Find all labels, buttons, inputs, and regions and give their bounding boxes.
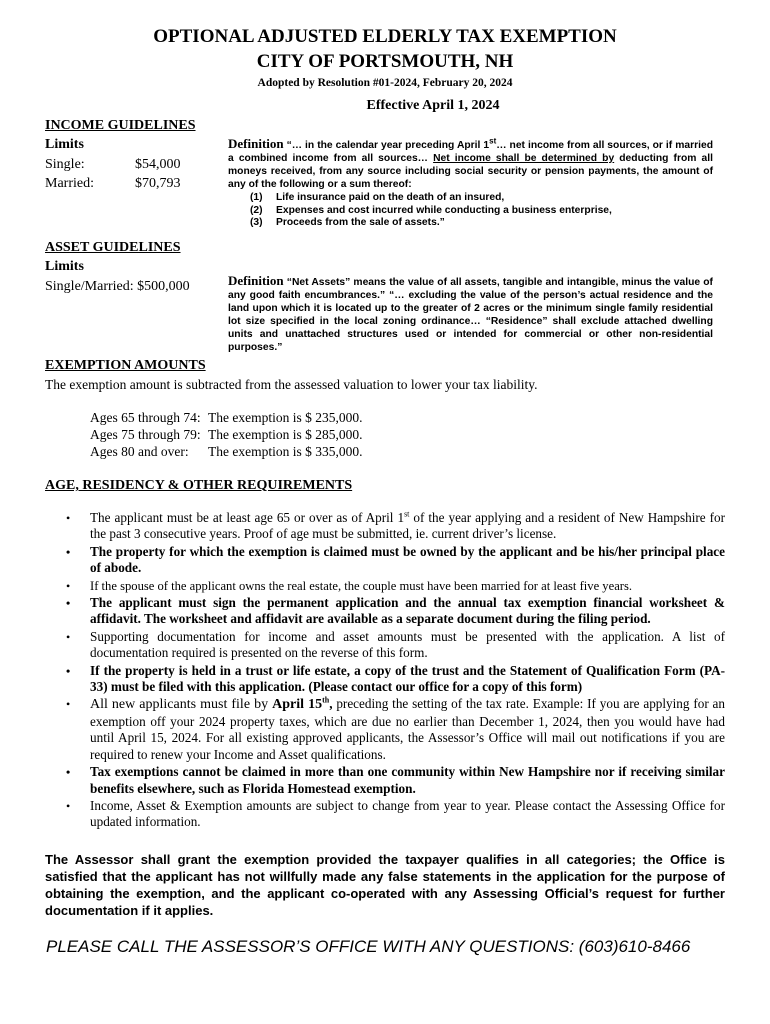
bullet-text: If the spouse of the applicant owns the real estate, the couple must have been married for at least five years. — [90, 578, 633, 593]
bullet-icon: • — [66, 697, 71, 712]
age-label: Ages 65 through 74: — [90, 410, 201, 425]
age-row — [90, 409, 362, 426]
bullet-text: Tax exemptions cannot be claimed in more than one community within New Hampshire nor if receiving similar benefits elsewhere, such as Florida Homestead exemption. — [90, 764, 725, 796]
bullet-text: The applicant must sign the permanent application and the annual tax exemption financial worksheet & affidavit. The worksheet and affidavit are available as a separate document during the filing period. — [90, 595, 725, 627]
list-item — [45, 663, 725, 696]
requirements-list — [45, 510, 725, 832]
income-definition-sup: st — [489, 136, 497, 146]
bullet-icon: • — [66, 544, 71, 559]
age-row — [90, 426, 362, 443]
bullet-icon: • — [66, 798, 71, 813]
bullet-text: of the year applying and a resident of New Hampshire for the past 3 consecutive years. Proof of age must be submitted, ie. current driver’s license. — [90, 510, 725, 542]
list-number: (3) — [250, 217, 263, 229]
age-exemption: The exemption is $ 235,000. — [208, 410, 363, 425]
list-item — [45, 696, 725, 763]
bullet-sup: st — [404, 509, 410, 519]
document-subtitle: CITY OF PORTSMOUTH, NH — [256, 51, 514, 72]
list-item — [45, 510, 725, 543]
adoption-note: Adopted by Resolution #01-2024, February 20, 2024 — [257, 77, 513, 89]
income-definition-underlined: Net income shall be determined by — [433, 152, 615, 164]
income-limits-label: Limits — [45, 137, 84, 152]
bullet-icon: • — [66, 629, 71, 644]
list-item — [45, 764, 725, 797]
list-text: Life insurance paid on the death of an insured, — [276, 191, 505, 203]
age-exemption: The exemption is $ 285,000. — [208, 427, 363, 442]
bullet-icon: • — [66, 663, 71, 678]
exemption-intro: The exemption amount is subtracted from the assessed valuation to lower your tax liability. — [45, 377, 538, 392]
asset-limit-value: Single/Married: $500,000 — [45, 279, 190, 294]
list-number: (1) — [250, 191, 263, 203]
definition-label: Definition — [228, 136, 284, 151]
asset-definition-text: “Net Assets” means the value of all assets, tangible and intangible, minus the value of any good faith encumbrances.” “… excluding the value of the person’s actual residence and the land upon which it is located up to the greater of 2 acres or the minimum single family residential lot size specified in the local zoning ordinance… “Residence” shall exclude attached dwelling units and unattached structures used or intended for commercial or other non-residential purposes.” — [228, 277, 713, 353]
definition-label: Definition — [228, 273, 284, 288]
list-item — [45, 629, 725, 662]
bullet-icon: • — [66, 578, 71, 593]
list-item — [228, 192, 713, 205]
income-guidelines-heading: INCOME GUIDELINES — [45, 118, 196, 133]
contact-callout: PLEASE CALL THE ASSESSOR’S OFFICE WITH ANY QUESTIONS: (603)610-8466 — [46, 937, 691, 956]
income-row-married — [45, 174, 215, 193]
list-text: Expenses and cost incurred while conducting a business enterprise, — [276, 204, 612, 216]
income-limits-table — [45, 155, 215, 193]
exemption-age-table — [90, 409, 362, 460]
bullet-text: If the property is held in a trust or life estate, a copy of the trust and the Statement of Qualification Form (PA-33) must be filed with this application. (Please contact our office for a copy of this form) — [90, 662, 725, 695]
bullet-text: Supporting documentation for income and asset amounts must be presented with the application. A list of documentation required is presented on the reverse of this form. — [90, 628, 725, 661]
bullet-bold: , — [329, 696, 333, 712]
age-label: Ages 75 through 79: — [90, 427, 201, 442]
income-deduction-list — [228, 192, 713, 231]
income-definition-text-c: deducting from all moneys received, from any source including social security or pension payments, the amount of any of the following or a sum thereof: — [228, 152, 713, 190]
bullet-text: The property for which the exemption is claimed must be owned by the applicant and be his/her principal place of abode. — [90, 543, 725, 576]
effective-date: Effective April 1, 2024 — [366, 98, 500, 113]
income-definition-text-b: … net income from all sources, or if married a combined income from all sources… — [228, 140, 713, 164]
list-number: (2) — [250, 204, 263, 216]
age-label: Ages 80 and over: — [90, 444, 189, 459]
asset-guidelines-heading: ASSET GUIDELINES — [45, 240, 181, 255]
bullet-text: Income, Asset & Exemption amounts are subject to change from year to year. Please contact the Assessing Office for updated information. — [90, 797, 725, 830]
age-row — [90, 443, 362, 460]
asset-definition — [228, 275, 713, 354]
list-item — [228, 217, 713, 230]
list-item — [45, 595, 725, 628]
bullet-bold: April 15 — [272, 697, 323, 713]
bullet-icon: • — [66, 511, 71, 525]
closing-statement: The Assessor shall grant the exemption provided the taxpayer qualifies in all categories; the Office is satisfied that the applicant has not willfully made any false statements in the application for the purpose of obtaining the exemption, and the applicant co-operated with any Assessing Official’s request for further documentation if it applies. — [45, 852, 725, 918]
list-item — [45, 578, 725, 594]
income-row-single — [45, 155, 215, 174]
income-row-value: $54,000 — [135, 157, 181, 172]
list-text: Proceeds from the sale of assets.” — [276, 217, 445, 229]
list-item — [45, 798, 725, 831]
asset-limits-label: Limits — [45, 259, 84, 274]
bullet-icon: • — [66, 765, 71, 780]
bullet-sup: th — [322, 696, 330, 706]
requirements-heading: AGE, RESIDENCY & OTHER REQUIREMENTS — [45, 478, 353, 493]
income-row-label: Single: — [45, 157, 85, 172]
bullet-text: The applicant must be at least age 65 or over as of April 1 — [90, 510, 405, 525]
income-row-label: Married: — [45, 176, 94, 191]
exemption-amounts-heading: EXEMPTION AMOUNTS — [45, 358, 206, 373]
list-item — [228, 205, 713, 218]
age-exemption: The exemption is $ 335,000. — [208, 444, 363, 459]
document-title: OPTIONAL ADJUSTED ELDERLY TAX EXEMPTION — [153, 26, 617, 47]
income-row-value: $70,793 — [135, 176, 181, 191]
income-definition-text-a: “… in the calendar year preceding April 1 — [286, 140, 490, 151]
income-definition — [228, 138, 713, 230]
bullet-icon: • — [66, 596, 71, 611]
list-item — [45, 544, 725, 577]
bullet-text: All new applicants must file by — [90, 697, 273, 713]
bullet-text: preceding the setting of the tax rate. Example: If you are applying for an exemption off your 2024 property taxes, which are due no earlier than December 1, 2024, then you would have had until April 15, 2024. For all existing approved applicants, the Assessor’s Office will mail out notifications if you are required to renew your Income and Asset qualifications. — [90, 696, 726, 762]
